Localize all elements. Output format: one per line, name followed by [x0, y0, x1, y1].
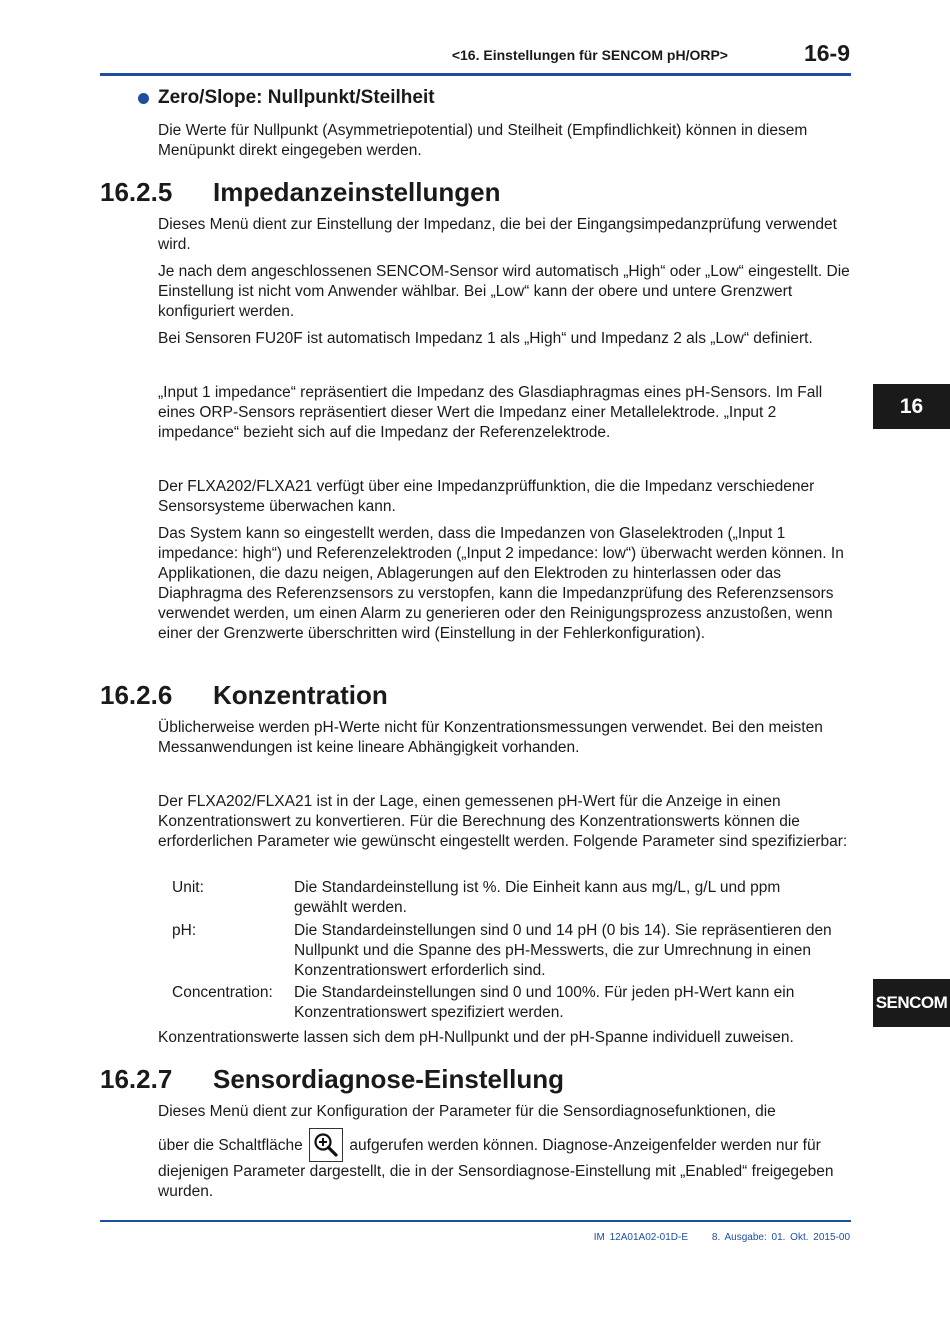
paragraph: Der FLXA202/FLXA21 ist in der Lage, einen gemessenen pH-Wert für die Anzeige in einen Konzentrationswert zu konvertieren. Für die Berechnung des Konzentrationswerts können die erforderlichen Parameter wie gewünscht eingestellt werden. Folgende Parameter sind spezifizierbar: — [158, 793, 848, 850]
section-heading-16-2-5 — [100, 177, 501, 208]
paragraph: Je nach dem angeschlossenen SENCOM-Sensor wird automatisch „High“ oder „Low“ eingestellt. Die Einstellung ist nicht vom Anwender wählbar. Bei „Low“ kann der obere und untere Grenzwert konfiguriert werden. — [158, 263, 850, 320]
text: aufgerufen werden können. Diagnose-Anzeigenfelder werden nur für diejenigen Parameter dargestellt, die in der Sensordiagnose-Einstellung mit „Enabled“ freigegeben wurden. — [158, 1137, 834, 1200]
footer-rule — [100, 1220, 851, 1222]
section-number: 16.2.7 — [100, 1064, 173, 1094]
doc-id: IM 12A01A02-01D-E — [593, 1232, 688, 1243]
param-term-unit: Unit: — [172, 879, 204, 896]
chapter-tab-16: 16 — [873, 384, 950, 429]
param-desc-concentration: Die Standardeinstellungen sind 0 und 100%. Für jeden pH-Wert kann ein Konzentrationswert spezifiziert werden. — [294, 984, 795, 1021]
param-desc-ph: Die Standardeinstellungen sind 0 und 14 pH (0 bis 14). Sie repräsentieren den Nullpunkt und die Spanne des pH-Messwerts, die zur Umrechnung in einen Konzentrationswert erforderlich sind. — [294, 922, 832, 979]
bullet-icon — [138, 93, 149, 104]
header-rule — [100, 73, 851, 76]
section-title: Sensordiagnose-Einstellung — [213, 1064, 565, 1094]
paragraph: Dieses Menü dient zur Konfiguration der Parameter für die Sensordiagnosefunktionen, die — [158, 1103, 776, 1120]
param-term-ph: pH: — [172, 922, 197, 939]
section-title: Impedanzeinstellungen — [213, 177, 501, 207]
section-number: 16.2.5 — [100, 177, 173, 207]
param-desc-unit: Die Standardeinstellung ist %. Die Einheit kann aus mg/L, g/L und ppm gewählt werden. — [294, 879, 781, 916]
paragraph: „Input 1 impedance“ repräsentiert die Impedanz des Glasdiaphragmas eines pH-Sensors. Im Fall eines ORP-Sensors repräsentiert dieser Wert die Impedanz einer Metallelektrode. „Input 2 impedance“ bezieht sich auf die Impedanz der Referenzelektrode. — [158, 384, 823, 441]
section-heading-16-2-6 — [100, 680, 388, 711]
param-term-concentration: Concentration: — [172, 984, 273, 1001]
subsection-title-zero-slope: Zero/Slope: Nullpunkt/Steilheit — [158, 87, 435, 108]
header-chapter-title: <16. Einstellungen für SENCOM pH/ORP> — [451, 47, 728, 63]
paragraph: Üblicherweise werden pH-Werte nicht für Konzentrationsmessungen verwendet. Bei den meisten Messanwendungen ist keine lineare Abhängigkeit vorhanden. — [158, 719, 823, 756]
paragraph: Dieses Menü dient zur Einstellung der Impedanz, die bei der Eingangsimpedanzprüfung verwendet wird. — [158, 216, 837, 253]
paragraph: Das System kann so eingestellt werden, dass die Impedanzen von Glaselektroden („Input 1 impedance: high“) und Referenzelektroden („Input 2 impedance: low“) überwacht werden können. In Applikationen, die dazu neigen, Ablagerungen auf den Elektroden zu hinterlassen oder das Diaphragma des Referenzsensors zu verstopfen, kann die Impedanzprüfung des Referenzsensors verwendet werden, um einen Alarm zu generieren oder den Reinigungsprozess anzustoßen, wenn einer der Grenzwerte überschritten wird (Einstellung in der Fehlerkonfiguration). — [158, 525, 844, 642]
section-title: Konzentration — [213, 680, 388, 710]
paragraph-diagnose-button — [158, 1128, 848, 1202]
section-heading-16-2-7 — [100, 1064, 564, 1095]
paragraph: Konzentrationswerte lassen sich dem pH-Nullpunkt und der pH-Spanne individuell zuweisen. — [158, 1029, 794, 1046]
zoom-in-icon — [309, 1128, 343, 1162]
paragraph-zero-slope: Die Werte für Nullpunkt (Asymmetriepotential) und Steilheit (Empfindlichkeit) können in diesem Menüpunkt direkt eingegeben werden. — [158, 122, 808, 159]
paragraph: Der FLXA202/FLXA21 verfügt über eine Impedanzprüffunktion, die die Impedanz verschiedener Sensorsysteme überwachen kann. — [158, 478, 815, 515]
section-number: 16.2.6 — [100, 680, 173, 710]
footer — [594, 1232, 850, 1243]
paragraph: Bei Sensoren FU20F ist automatisch Impedanz 1 als „High“ und Impedanz 2 als „Low“ definiert. — [158, 330, 813, 347]
text: über die Schaltfläche — [158, 1137, 303, 1154]
edition: 8. Ausgabe: 01. Okt. 2015-00 — [711, 1232, 850, 1243]
page-number: 16-9 — [803, 40, 850, 66]
chapter-tab-sencom: SENCOM — [873, 979, 950, 1027]
